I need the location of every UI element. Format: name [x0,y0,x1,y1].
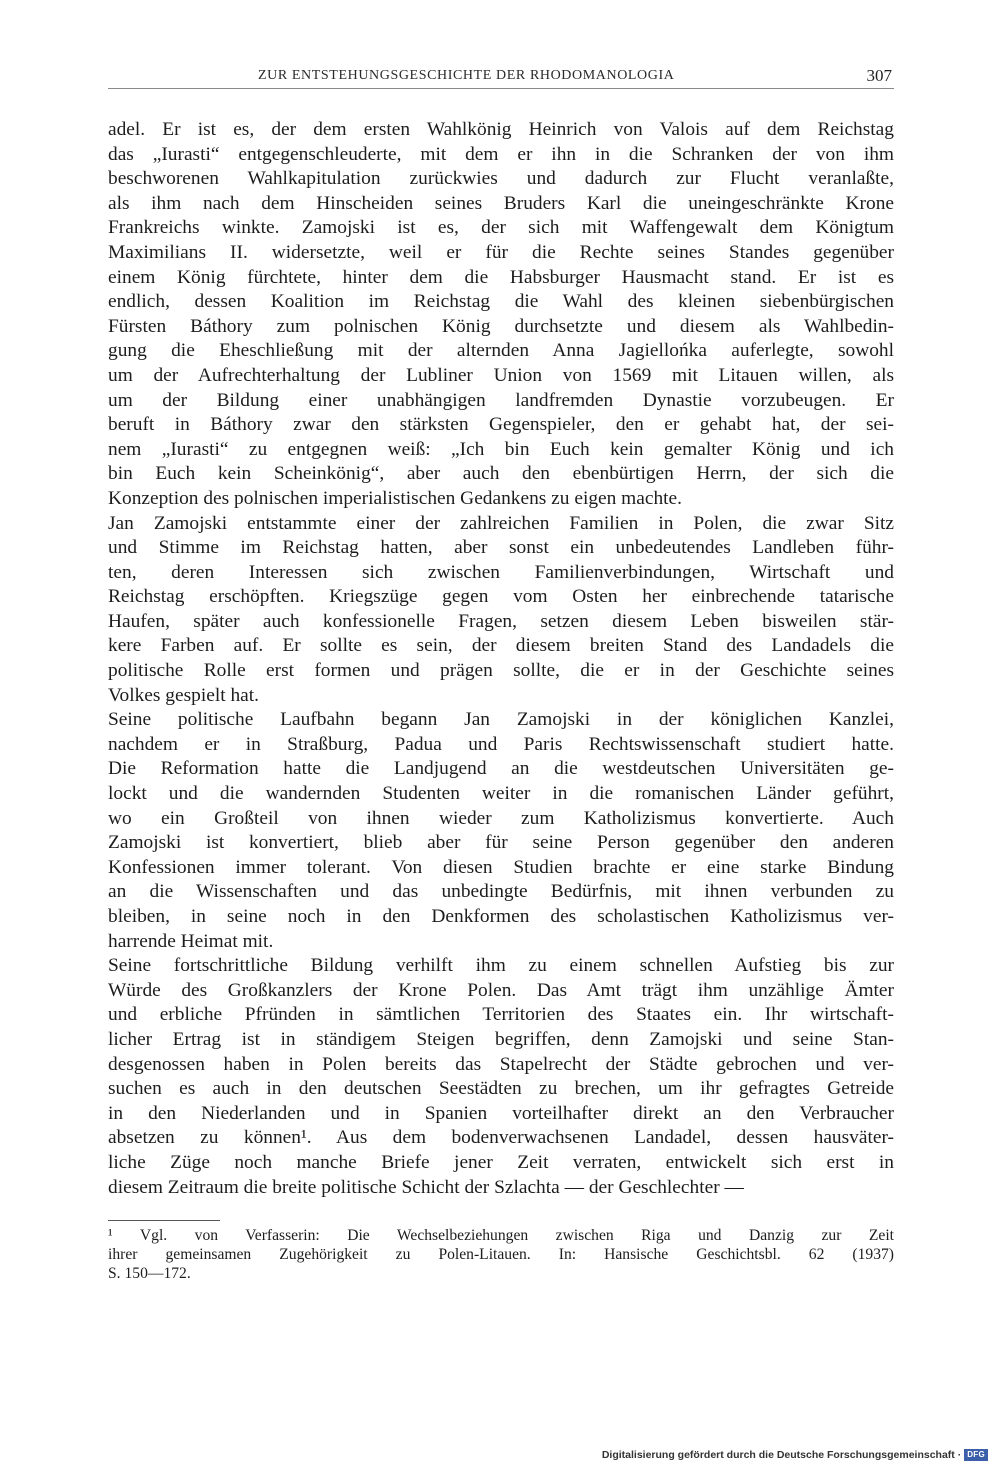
text-line: liche Züge noch manche Briefe jener Zeit verraten, entwickelt sich erst in [108,1151,894,1173]
text-line: Seine politische Laufbahn begann Jan Zamojski in der königlichen Kanzlei, [108,709,894,731]
text-line: Die Reformation hatte die Landjugend an die westdeutschen Universitäten ge- [108,758,894,780]
text-line: und Stimme im Reichstag hatten, aber sonst ein unbedeutendes Landleben führ- [108,537,894,559]
text-line: Maximilians II. widersetzte, weil er für die Rechte seines Standes gegenüber [108,241,894,263]
text-line: suchen es auch in den deutschen Seestädten zu brechen, um ihr gefragtes Getreide [108,1078,894,1100]
text-line: Würde des Großkanzlers der Krone Polen. Das Amt trägt ihm unzählige Ämter [108,979,894,1001]
text-line: Zamojski ist konvertiert, blieb aber für seine Person gegenüber den anderen [108,832,894,854]
text-line: licher Ertrag ist in ständigem Steigen begriffen, denn Zamojski und seine Stan- [108,1028,894,1050]
text-line: diesem Zeitraum die breite politische Schicht der Szlachta — der Geschlechter — [108,1176,744,1198]
footnote-rule [108,1220,220,1221]
text-line: kere Farben auf. Er sollte es sein, der diesem breiten Stand des Landadels die [108,635,894,657]
text-line: das „Iurasti“ entgegenschleuderte, mit dem er ihn in die Schranken der von ihm [108,143,894,165]
text-line: in den Niederlanden und in Spanien vorteilhafter direkt an den Verbraucher [108,1102,894,1124]
text-line: Konfessionen immer tolerant. Von diesen Studien brachte er eine starke Bindung [108,856,894,878]
text-line: beschworenen Wahlkapitulation zurückwies und dadurch zur Flucht veranlaßte, [108,168,894,190]
text-line: ten, deren Interessen sich zwischen Familienverbindungen, Wirtschaft und [108,561,894,583]
page-number: 307 [866,66,892,85]
footnote-line: ¹ Vgl. von Verfasserin: Die Wechselbeziehungen zwischen Riga und Danzig zur Zeit [108,1227,894,1244]
text-line: Fürsten Báthory zum polnischen König durchsetzte und diesem als Wahlbedin- [108,315,894,337]
text-line: harrende Heimat mit. [108,930,274,952]
body-text [108,118,894,1200]
text-line: gung die Eheschließung mit der alternden Anna Jagiellońka auferlegte, sowohl [108,340,894,362]
text-line: Jan Zamojski entstammte einer der zahlreichen Familien in Polen, die zwar Sitz [108,512,894,534]
text-line: einem König fürchtete, hinter dem die Habsburger Hausmacht stand. Er ist es [108,266,894,288]
footnotes [108,1226,894,1283]
text-line: bin Euch kein Scheinkönig“, aber auch den ebenbürtigen Herrn, der sich die [108,463,894,485]
text-line: als ihm nach dem Hinscheiden seines Bruders Karl die uneingeschränkte Krone [108,192,894,214]
text-line: um der Bildung einer unabhängigen landfremden Dynastie vorzubeugen. Er [108,389,894,411]
text-line: beruft in Báthory zwar den stärksten Gegenspieler, den er gehabt hat, der sei- [108,414,894,436]
dfg-logo: DFG [964,1449,988,1461]
text-line: desgenossen haben in Polen bereits das Stapelrecht der Städte gebrochen und ver- [108,1053,894,1075]
text-line: endlich, dessen Koalition im Reichstag die Wahl des kleinen siebenbürgischen [108,291,894,313]
text-line: politische Rolle erst formen und prägen sollte, die er in der Geschichte seines [108,660,894,682]
footnote-line: S. 150—172. [108,1265,191,1282]
text-line: Seine fortschrittliche Bildung verhilft ihm zu einem schnellen Aufstieg bis zur [108,955,894,977]
text-line: Frankreichs winkte. Zamojski ist es, der sich mit Waffengewalt dem Königtum [108,217,894,239]
text-line: Volkes gespielt hat. [108,684,259,706]
text-line: lockt und die wandernden Studenten weiter in die romanischen Länder geführt, [108,783,894,805]
credit-text: Digitalisierung gefördert durch die Deutsche Forschungsgemeinschaft · [601,1449,962,1461]
text-line: und erbliche Pfründen in sämtlichen Territorien des Staates ein. Ihr wirtschaft- [108,1004,894,1026]
text-line: an die Wissenschaften und das unbedingte Bedürfnis, mit ihnen verbunden zu [108,881,894,903]
text-line: nachdem er in Straßburg, Padua und Paris Rechtswissenschaft studiert hatte. [108,733,894,755]
text-line: um der Aufrechterhaltung der Lubliner Union von 1569 mit Litauen willen, als [108,364,894,386]
text-line: nem „Iurasti“ zu entgegnen weiß: „Ich bin Euch kein gemalter König und ich [108,438,894,460]
text-line: Reichstag erschöpften. Kriegszüge gegen vom Osten her einbrechende tatarische [108,586,894,608]
text-line: Konzeption des polnischen imperialistischen Gedankens zu eigen machte. [108,487,683,509]
page-header [108,66,894,88]
text-line: bleiben, in seine noch in den Denkformen des scholastischen Katholizismus ver- [108,906,894,927]
text-line: absetzen zu können¹. Aus dem bodenverwachsenen Landadel, dessen hausväter- [108,1127,894,1149]
text-line: Haufen, später auch konfessionelle Fragen, setzen diesem Leben bisweilen stär- [108,610,894,632]
footnote-line: ihrer gemeinsamen Zugehörigkeit zu Polen-Litauen. In: Hansische Geschichtsbl. 62 (1937) [108,1246,894,1263]
text-line: adel. Er ist es, der dem ersten Wahlkönig Heinrich von Valois auf dem Reichstag [108,119,894,140]
text-line: wo ein Großteil von ihnen wieder zum Katholizismus konvertierte. Auch [108,807,894,829]
running-title: ZUR ENTSTEHUNGSGESCHICHTE DER RHODOMANOLOGIA [258,68,675,83]
digitization-credit [602,1449,988,1461]
header-rule [108,88,894,89]
